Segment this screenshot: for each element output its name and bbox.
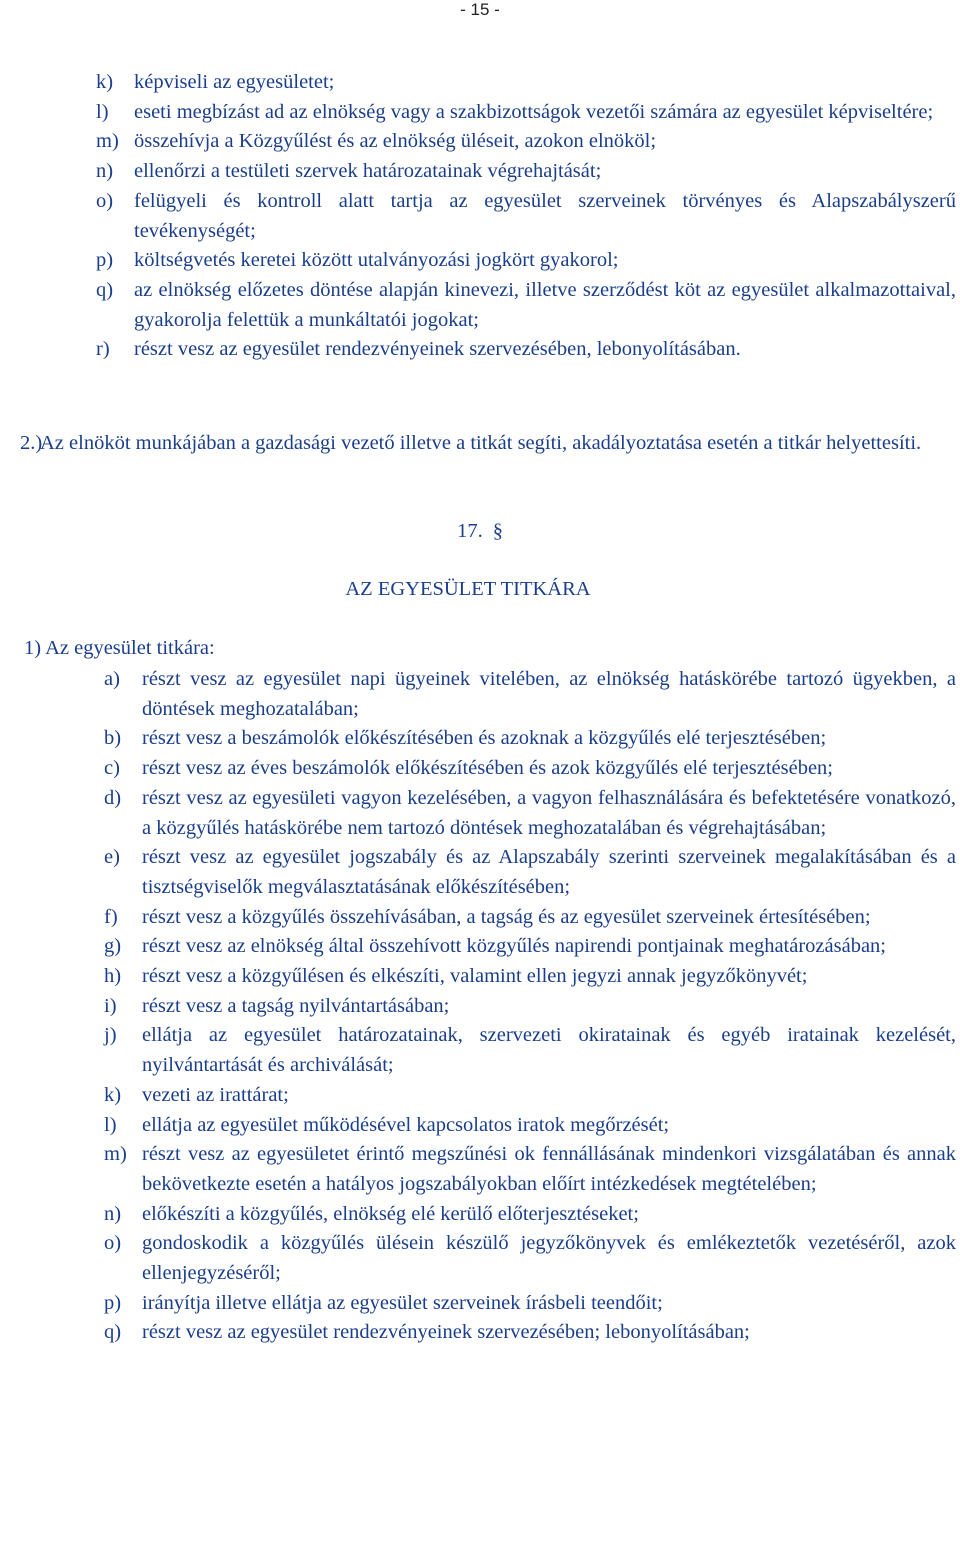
list-item-text: összehívja a Közgyűlést és az elnökség üléseit, azokon elnököl; — [134, 130, 657, 153]
list-item — [104, 1111, 956, 1141]
list-item — [96, 127, 956, 157]
list-item-text: részt vesz az egyesület jogszabály és az Alapszabály szerinti szerveinek megalakításában és a tisztségviselők megválasztatásának előkészítésében; — [142, 846, 956, 898]
list-marker: i) — [104, 994, 117, 1017]
list-marker: c) — [104, 757, 120, 780]
list-item-text: gondoskodik a közgyűlés ülésein készülő jegyzőkönyvek és emlékeztetők vezetéséről, azok ellenjegyzéséről; — [142, 1232, 956, 1285]
list-item — [104, 665, 956, 724]
section-heading-number — [0, 517, 960, 547]
list-marker: q) — [104, 1321, 122, 1344]
list-marker: r) — [96, 338, 110, 361]
list-item-text: képviseli az egyesületet; — [134, 71, 335, 93]
list-item-text: részt vesz az egyesületet érintő megszűnési ok fennállásának mindenkori vizsgálatában és annak bekövetkezte esetén a hatályos jogszabályokban előírt intézkedések megtételében; — [142, 1143, 956, 1195]
list-marker: l) — [96, 100, 109, 123]
numbered-paragraph — [20, 429, 956, 459]
list-item-text: az elnökség előzetes döntése alapján kinevezi, illetve szerződést köt az egyesület alkalmazottaival, gyakorolja felettük a munkáltatói jogokat; — [134, 278, 956, 331]
list-marker: g) — [104, 935, 122, 958]
list-item — [104, 1229, 956, 1288]
list-item — [104, 1140, 956, 1199]
president-duties-list — [96, 68, 956, 365]
list-marker: d) — [104, 786, 122, 809]
list-item-text: részt vesz a közgyűlésen és elkészíti, valamint ellen jegyzi annak jegyzőkönyvét; — [142, 965, 808, 988]
list-item-text: részt vesz a tagság nyilvántartásában; — [142, 994, 450, 1017]
list-item-text: részt vesz az egyesületi vagyon kezelésében, a vagyon felhasználására és befektetésére vonatkozó, a közgyűlés hatáskörébe nem tartozó döntések meghozatalában és végrehajtásában; — [142, 786, 956, 839]
list-item — [96, 98, 956, 128]
list-item — [104, 724, 956, 754]
list-item — [104, 1318, 956, 1348]
list-item-text: ellátja az egyesület működésével kapcsolatos iratok megőrzését; — [142, 1113, 670, 1136]
list-item — [96, 68, 956, 98]
list-item — [96, 187, 956, 246]
list-marker: o) — [104, 1232, 122, 1255]
list-item — [104, 962, 956, 992]
list-item-text: előkészíti a közgyűlés, elnökség elé kerülő előterjesztéseket; — [142, 1202, 639, 1225]
list-item — [96, 157, 956, 187]
section-sign: § — [492, 520, 503, 542]
list-item — [104, 754, 956, 784]
list-item-text: irányítja illetve ellátja az egyesület szerveinek írásbeli teendőit; — [142, 1291, 663, 1314]
list-marker: o) — [96, 189, 114, 212]
list-marker: k) — [96, 71, 114, 93]
list-marker: n) — [104, 1202, 122, 1225]
list-item-text: részt vesz az egyesület rendezvényeinek szervezésében, lebonyolításában. — [134, 338, 741, 361]
list-marker: b) — [104, 727, 122, 750]
list-marker: p) — [104, 1291, 122, 1314]
section-title: AZ EGYESÜLET TITKÁRA — [345, 578, 591, 600]
list-marker: f) — [104, 905, 118, 928]
list-item-text: ellenőrzi a testületi szervek határozatainak végrehajtását; — [134, 160, 602, 183]
secretary-duties-list — [104, 665, 956, 1348]
list-item — [104, 1081, 956, 1111]
intro-line: 1) Az egyesület titkára: — [24, 637, 215, 659]
list-marker: p) — [96, 249, 114, 272]
list-marker: m) — [104, 1143, 127, 1166]
paragraph-marker: 2.) — [20, 432, 43, 454]
list-item-text: felügyeli és kontroll alatt tartja az egyesület szerveinek törvényes és Alapszabályszerű tevékenységét; — [134, 189, 956, 242]
list-item-text: részt vesz az egyesület napi ügyeinek vitelében, az elnökség hatáskörébe tartozó ügyekben, a döntések meghozatalában; — [142, 668, 956, 720]
section-number: 17. — [457, 520, 483, 542]
list-item-text: részt vesz a beszámolók előkészítésében és azoknak a közgyűlés elé terjesztésében; — [142, 727, 827, 750]
list-marker: n) — [96, 160, 114, 183]
list-marker: j) — [104, 1024, 117, 1047]
list-marker: l) — [104, 1113, 117, 1136]
list-item-text: részt vesz az elnökség által összehívott közgyűlés napirendi pontjainak meghatározásában; — [142, 935, 886, 958]
list-item-text: részt vesz a közgyűlés összehívásában, a tagság és az egyesület szerveinek értesítésében; — [142, 905, 871, 928]
list-item-text: ellátja az egyesület határozatainak, szervezeti okiratainak és egyéb iratainak kezelését, nyilvántartását és archiválását; — [142, 1024, 956, 1077]
list-item — [104, 843, 956, 902]
list-item — [104, 1289, 956, 1319]
list-item — [96, 335, 956, 365]
list-item — [96, 276, 956, 335]
list-marker: k) — [104, 1083, 122, 1106]
list-item — [104, 1021, 956, 1080]
list-item — [104, 1200, 956, 1230]
paragraph-2 — [20, 429, 956, 459]
list-item — [104, 784, 956, 843]
list-item-text: vezeti az irattárat; — [142, 1083, 289, 1106]
page-number: - 15 - — [460, 0, 500, 19]
list-item-text: részt vesz az éves beszámolók előkészítésében és azok közgyűlés elé terjesztésében; — [142, 757, 833, 780]
list-item — [104, 903, 956, 933]
list-item-text: eseti megbízást ad az elnökség vagy a szakbizottságok vezetői számára az egyesület képviseltére; — [134, 100, 934, 123]
list-marker: a) — [104, 668, 120, 690]
list-item — [104, 992, 956, 1022]
list-item-text: költségvetés keretei között utalványozási jogkört gyakorol; — [134, 249, 619, 272]
list-item — [104, 932, 956, 962]
list-item-text: részt vesz az egyesület rendezvényeinek szervezésében; lebonyolításában; — [142, 1321, 750, 1344]
list-marker: h) — [104, 965, 122, 988]
list-marker: m) — [96, 130, 119, 153]
list-marker: q) — [96, 278, 114, 301]
list-marker: e) — [104, 846, 120, 869]
list-item — [96, 246, 956, 276]
paragraph-text: Az elnököt munkájában a gazdasági vezető illetve a titkát segíti, akadályoztatása esetén a titkár helyettesíti. — [40, 432, 922, 454]
